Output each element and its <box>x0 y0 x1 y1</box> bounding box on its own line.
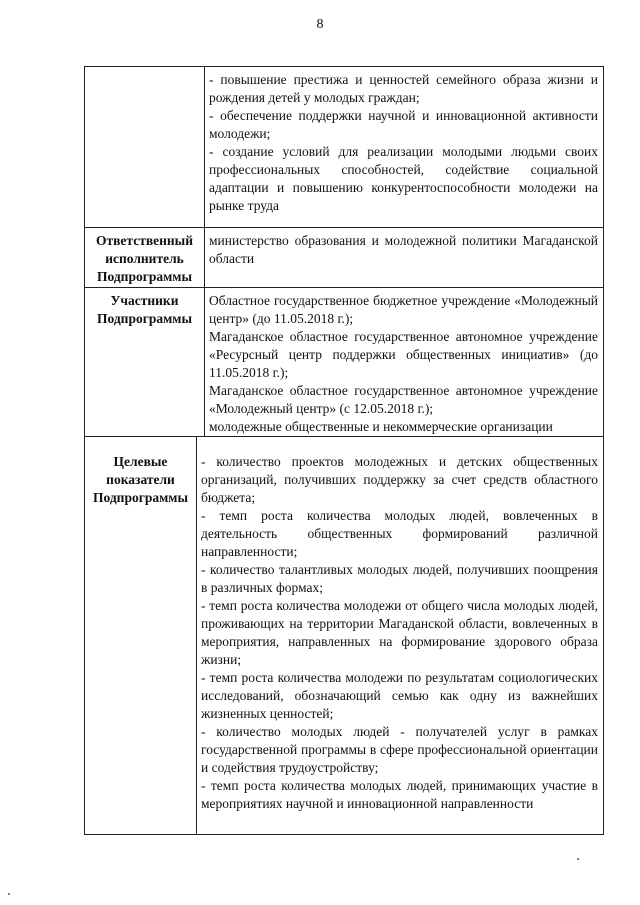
row-content <box>204 228 603 287</box>
list-item: - количество талантливых молодых людей, получивших поощрения в различных формах; <box>201 562 598 595</box>
page-number: 8 <box>316 17 324 32</box>
list-item: - обеспечение поддержки научной и инновационной активности молодежи; <box>209 108 598 141</box>
list-item: - создание условий для реализации молодыми людьми своих профессиональных способностей, содействие социальной адаптации и повышению конкурентоспособности молодежи на рынке труда <box>209 144 598 213</box>
row-content <box>204 288 603 436</box>
list-item: Магаданское областное государственное автономное учреждение «Ресурсный центр поддержки общественных инициатив» (до 11.05.2018 г.); <box>209 329 598 380</box>
list-item: - темп роста количества молодых людей, принимающих участие в мероприятиях научной и инновационной направленности <box>201 778 598 811</box>
table-row-responsible <box>85 227 603 287</box>
scan-speck <box>8 893 10 895</box>
list-item: - темп роста количества молодежи от общего числа молодых людей, проживающих на территории Магаданской области, вовлеченных в мероприятия, направленных на формирование здорового образа жизни; <box>201 598 598 667</box>
scan-speck <box>577 858 579 860</box>
list-item: молодежные общественные и некоммерческие организации <box>209 419 553 434</box>
list-item: Областное государственное бюджетное учреждение «Молодежный центр» (до 11.05.2018 г.); <box>209 293 598 326</box>
table-row-participants <box>85 287 603 436</box>
list-item: - повышение престижа и ценностей семейного образа жизни и рождения детей у молодых граждан; <box>209 72 598 105</box>
row-label: Ответственный исполнитель Подпрограммы <box>96 233 193 284</box>
list-item: министерство образования и молодежной политики Магаданской области <box>209 233 598 266</box>
list-item: - темп роста количества молодежи по результатам социологических исследований, обозначающий семью как одну из важнейших жизненных ценностей; <box>201 670 598 721</box>
passport-table <box>84 66 604 835</box>
row-content <box>204 67 603 227</box>
table-row-goals <box>85 67 603 227</box>
row-content <box>196 437 603 834</box>
list-item: - темп роста количества молодых людей, вовлеченных в деятельность общественных формирований различной направленности; <box>201 508 598 559</box>
row-label: Целевые показатели Подпрограммы <box>92 454 189 505</box>
list-item: Магаданское областное государственное автономное учреждение «Молодежный центр» (с 12.05.2018 г.); <box>209 383 598 416</box>
table-row-indicators <box>85 436 603 834</box>
list-item: - количество молодых людей - получателей услуг в рамках государственной программы в сфере профессиональной ориентации и содействия трудоустройству; <box>201 724 598 775</box>
row-label: Участники Подпрограммы <box>96 293 193 326</box>
row-label <box>85 67 204 227</box>
list-item: - количество проектов молодежных и детских общественных организаций, получивших поддержку за счет средств областного бюджета; <box>201 454 598 505</box>
